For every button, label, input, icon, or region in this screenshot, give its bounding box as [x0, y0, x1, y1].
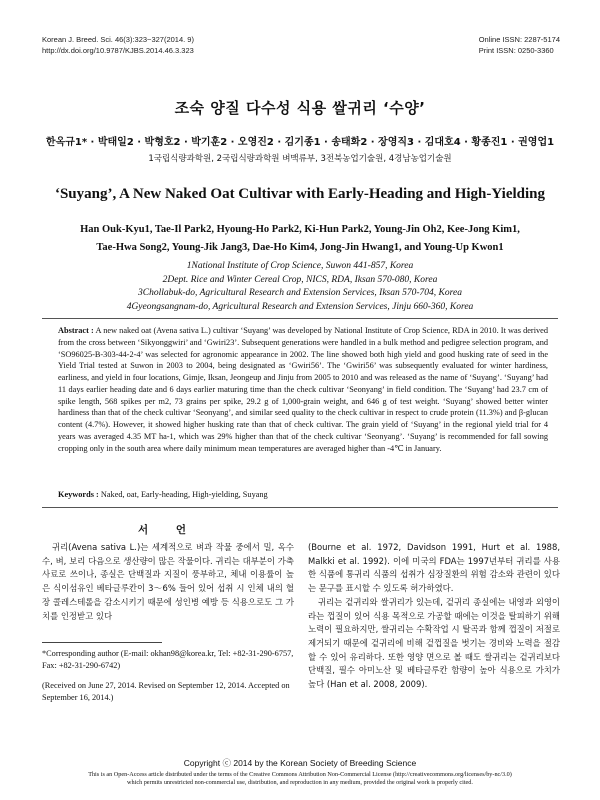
affiliation-3: 3Chollabuk-do, Agricultural Research and Extension Services, Iksan 570-704, Korea [138, 288, 462, 298]
english-authors-line-1: Han Ouk-Kyu1, Tae-Il Park2, Hyoung-Ho Park2, Ki-Hun Park2, Young-Jin Oh2, Kee-Jong Kim1, [80, 224, 520, 235]
corresponding-author-note: *Corresponding author (E-mail: okhan98@korea.kr, Tel: +82-31-290-6757, Fax: +82-31-290-6742) [42, 649, 294, 670]
abstract-label: Abstract : [58, 326, 94, 335]
english-authors [40, 221, 560, 257]
section-heading: 서 언 [138, 524, 198, 536]
intro-paragraph-1: 귀리(Avena sativa L.)는 세계적으로 벼과 작물 중에서 밀, 옥수수, 벼, 보리 다음으로 생산량이 많은 작물이다. 귀리는 대부분이 가축사료로 쓰이나, 종실은 단백질과 지질이 풍부하고, 체내 이용률이 높은 식이섬유인 베타글루칸이 3～6% 들어 있어 섭취 시 인체 내의 혈장 콜레스테롤을 감소시키기 때문에 성인병 예방 등 식용으로도 그 가치를 인정받고 있다 [42, 542, 294, 621]
license-line-1: This is an Open-Access article distributed under the terms of the Creative Commons Attribution Non-Commercial License (http://creativecommons.org/licenses/by-nc/3.0) [88, 771, 512, 778]
journal-citation: Korean J. Breed. Sci. 46(3):323~327(2014. 9) [42, 35, 194, 44]
keywords [58, 490, 548, 499]
license-line-2: which permits unrestricted non-commercial use, distribution, and reproduction in any medium, provided the original work is properly cited. [127, 779, 473, 787]
affiliation-2: 2Dept. Rice and Winter Cereal Crop, NICS, RDA, Iksan 570-080, Korea [162, 274, 438, 285]
english-affiliations [40, 260, 560, 314]
online-issn: Online ISSN: 2287-5174 [478, 35, 560, 44]
abstract-text: A new naked oat (Avena sativa L.) cultivar ‘Suyang’ was developed by National Institute of Crop Science, RDA in 2010. It was derived from the cross between ‘Sikyonggwiri’ and ‘Gwiri23’. Subsequent generations were handled in a bulk method and pedigree selection program, and ‘SO96025-B-303-44-2-4’ was selected for agronomic appearance in 2002. The line showed both high yield and good husking rate of seed in the Yield Trial tested at Suwon in 2003 to 2004, being designated as ‘Gwiri56’. The ‘Gwiri56’ was subsequently evaluated for winter hardiness, earliness, and yield in four locations, Gimje, Iksan, Jeongeup and Jinju from 2005 to 2010 and was released as the name of ‘Suyang’. ‘Suyang’ had 11 days earlier heading date and 6 days earlier maturing time than the check cultivar ‘Seonyang’ in field condition. The ‘Suyang’ had 23.7 cm of spike length, 568 spikes per m2, 73 grains per spike, 29.2 g of 1,000-grain weight, and 646 g of test weight. ‘Suyang’ showed better winter hardiness than that of the check cultivar ‘Seonyang’, and similar seed quality to the check cultivar in respect to crude protein (11.3%) and β-glucan content (4.7%). However, it showed higher husking rate than that of check cultivar. The grain yield of ‘Suyang’ in the regional yield trial for 4 years was averaged 4.35 MT ha-1, which was 29% higher than that of the check cultivar ‘Seonyang’. ‘Suyang’ is recommended for fall sowing cropping only in the south area where daily minimum mean temperatures are averaged higher than -4℃ in January. [58, 326, 548, 453]
abstract [58, 325, 548, 454]
keywords-text: Naked, oat, Early-heading, High-yielding, Suyang [100, 490, 268, 499]
english-title: ‘Suyang’, A New Naked Oat Cultivar with Early-Heading and High-Yielding [54, 186, 546, 202]
left-column [42, 541, 294, 623]
abstract-top-rule [42, 318, 558, 319]
korean-author-list: 한옥규1* · 박태일2 · 박형호2 · 박기훈2 · 오영진2 · 김기종1 · 송태화2 · 장영직3 · 김대호4 · 황종진1 · 권영업1 [45, 137, 555, 148]
journal-header [42, 34, 194, 56]
intro-paragraph-3: 귀리는 겉귀리와 쌀귀리가 있는데, 겉귀리 종실에는 내영과 외영이라는 껍질이 있어 식용 목적으로 가공할 때에는 이것을 탈피하기 위해 노력이 필요하지만, 쌀귀리는 수확작업 시 탈곡과 함께 껍질이 저절로 제거되기 때문에 겉귀리에 비해 겉껍질을 벗기는 경비와 노력을 절감할 수 있어 유리하다. 또한 영양 면으로 볼 때도 쌀귀리는 겉귀리보다 단백질, 필수 아미노산 및 베타글루칸 함량이 높아 식용으로 가치가 높다 (Han et al. 2008, 2009). [308, 596, 560, 690]
korean-affiliations: 1국립식량과학원, 2국립식량과학원 벼맥류부, 3전북농업기술원, 4경남농업기술원 [148, 154, 452, 164]
abstract-bottom-rule [42, 507, 558, 508]
affiliation-1: 1National Institute of Crop Science, Suwon 441-857, Korea [186, 261, 414, 271]
korean-authors [0, 133, 600, 148]
keywords-label: Keywords : [58, 490, 99, 499]
korean-title: 조숙 양질 다수성 식용 쌀귀리 ‘수양’ [174, 99, 426, 117]
right-column [308, 541, 560, 692]
print-issn: Print ISSN: 0250-3360 [478, 46, 554, 55]
intro-paragraph-2: (Bourne et al. 1972, Davidson 1991, Hurt et al. 1988, Malkki et al. 1992). 이에 미국의 FDA는 1997년부터 귀리를 사용한 식품에 통귀리 식품의 섭취가 심장질환의 위험 감소와 관련이 있다는 문구를 표시할 수 있도록 허가하였다. [308, 542, 560, 594]
doi-link[interactable]: http://dx.doi.org/10.9787/KJBS.2014.46.3.323 [42, 46, 194, 55]
english-authors-line-2: Tae-Hwa Song2, Young-Jik Jang3, Dae-Ho Kim4, Jong-Jin Hwang1, and Young-Up Kwon1 [96, 242, 504, 253]
issn-header [479, 34, 560, 56]
license-text [30, 771, 570, 787]
received-dates-note: (Received on June 27, 2014. Revised on September 12, 2014. Accepted on September 16, 2014.) [42, 681, 290, 702]
footnote-rule [42, 642, 162, 643]
copyright-line: Copyright ⓒ 2014 by the Korean Society of Breeding Science [183, 758, 417, 768]
affiliation-4: 4Gyeongsangnam-do, Agricultural Research and Extension Services, Jinju 660-360, Korea [126, 301, 474, 312]
